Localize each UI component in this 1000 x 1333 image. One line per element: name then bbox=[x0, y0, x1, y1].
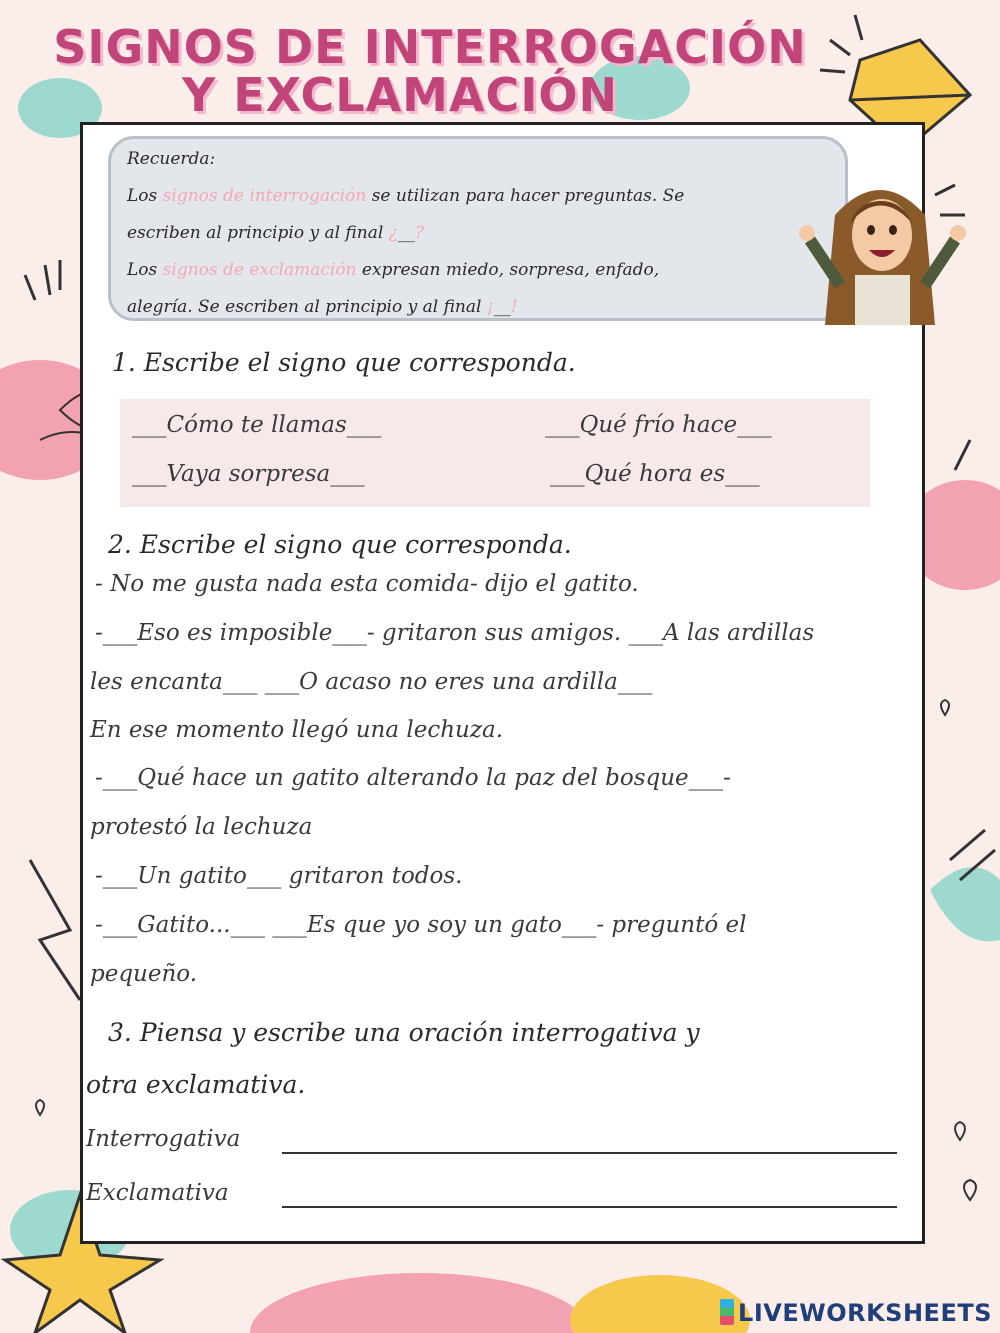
liveworksheets-logo bbox=[720, 1299, 992, 1327]
reminder-text: alegría. Se escriben al principio y al final bbox=[127, 297, 487, 317]
reminder-paragraph-2b bbox=[127, 289, 845, 326]
reminder-text: expresan miedo, sorpresa, enfado, bbox=[356, 260, 660, 280]
exercise2-line[interactable]: -___Gatito...___ ___Es que yo soy un gato___- preguntó el bbox=[95, 912, 747, 938]
exercise2-line: pequeño. bbox=[90, 961, 198, 987]
reminder-box bbox=[108, 136, 848, 321]
reminder-paragraph-1 bbox=[127, 178, 845, 215]
spark-lines-left bbox=[25, 260, 60, 300]
exercise2-heading: 2. Escribe el signo que corresponda. bbox=[108, 530, 572, 559]
exercise2-line[interactable]: -___Eso es imposible___- gritaron sus amigos. ___A las ardillas bbox=[95, 620, 815, 646]
exercise3-heading-line1: 3. Piensa y escribe una oración interrogativa y bbox=[108, 1018, 700, 1047]
teacher-avatar bbox=[795, 175, 970, 325]
reminder-blank: __ bbox=[397, 223, 415, 243]
exclamativa-label: Exclamativa bbox=[86, 1180, 229, 1206]
reminder-text: Los bbox=[127, 260, 163, 280]
exclamation-open-sign: ¡ bbox=[486, 297, 494, 317]
exercise2-line: En ese momento llegó una lechuza. bbox=[90, 717, 504, 743]
exercise1-heading: 1. Escribe el signo que corresponda. bbox=[112, 348, 576, 377]
teal-blob-right bbox=[930, 867, 1000, 941]
exercise2-line[interactable]: les encanta___ ___O acaso no eres una ardilla___ bbox=[90, 669, 653, 695]
watermark-text: LIVEWORKSHEETS bbox=[738, 1299, 992, 1327]
question-open-sign: ¿ bbox=[388, 223, 398, 243]
liveworksheets-badge-icon bbox=[720, 1299, 734, 1325]
page-title-line2: Y EXCLAMACIÓN bbox=[181, 68, 619, 122]
interrogativa-label: Interrogativa bbox=[86, 1126, 241, 1152]
reminder-text: se utilizan para hacer preguntas. Se bbox=[366, 186, 685, 206]
exclamation-close-sign: ! bbox=[510, 297, 518, 317]
reminder-paragraph-2 bbox=[127, 252, 845, 289]
pink-blob-bottom bbox=[250, 1273, 590, 1333]
exercise3-heading-line2: otra exclamativa. bbox=[86, 1070, 306, 1099]
question-close-sign: ? bbox=[414, 223, 424, 243]
exercise2-line: - No me gusta nada esta comida- dijo el gatito. bbox=[95, 571, 639, 597]
reminder-text: Los bbox=[127, 186, 163, 206]
reminder-heading: Recuerda: bbox=[127, 149, 216, 169]
lightning-doodle bbox=[30, 860, 80, 1000]
reminder-blank: __ bbox=[493, 297, 511, 317]
exercise1-item[interactable]: ___Qué frío hace___ bbox=[545, 412, 772, 438]
exercise2-line[interactable]: -___Un gatito___ gritaron todos. bbox=[95, 863, 463, 889]
exercise1-item[interactable]: ___Vaya sorpresa___ bbox=[132, 461, 365, 487]
page-title-line1: SIGNOS DE INTERROGACIÓN bbox=[53, 20, 807, 74]
interrogativa-answer-field[interactable] bbox=[282, 1152, 897, 1154]
exclamativa-answer-field[interactable] bbox=[282, 1206, 897, 1208]
reminder-paragraph-1b bbox=[127, 215, 845, 252]
exercise2-line[interactable]: -___Qué hace un gatito alterando la paz del bosque___- bbox=[95, 765, 731, 791]
exercise1-item[interactable]: ___Cómo te llamas___ bbox=[132, 412, 382, 438]
reminder-text: escriben al principio y al final bbox=[127, 223, 389, 243]
exercise2-line: protestó la lechuza bbox=[90, 814, 313, 840]
interrogation-term: signos de interrogación bbox=[162, 186, 367, 206]
exclamation-term: signos de exclamación bbox=[162, 260, 357, 280]
exercise1-item[interactable]: ___Qué hora es___ bbox=[550, 461, 760, 487]
